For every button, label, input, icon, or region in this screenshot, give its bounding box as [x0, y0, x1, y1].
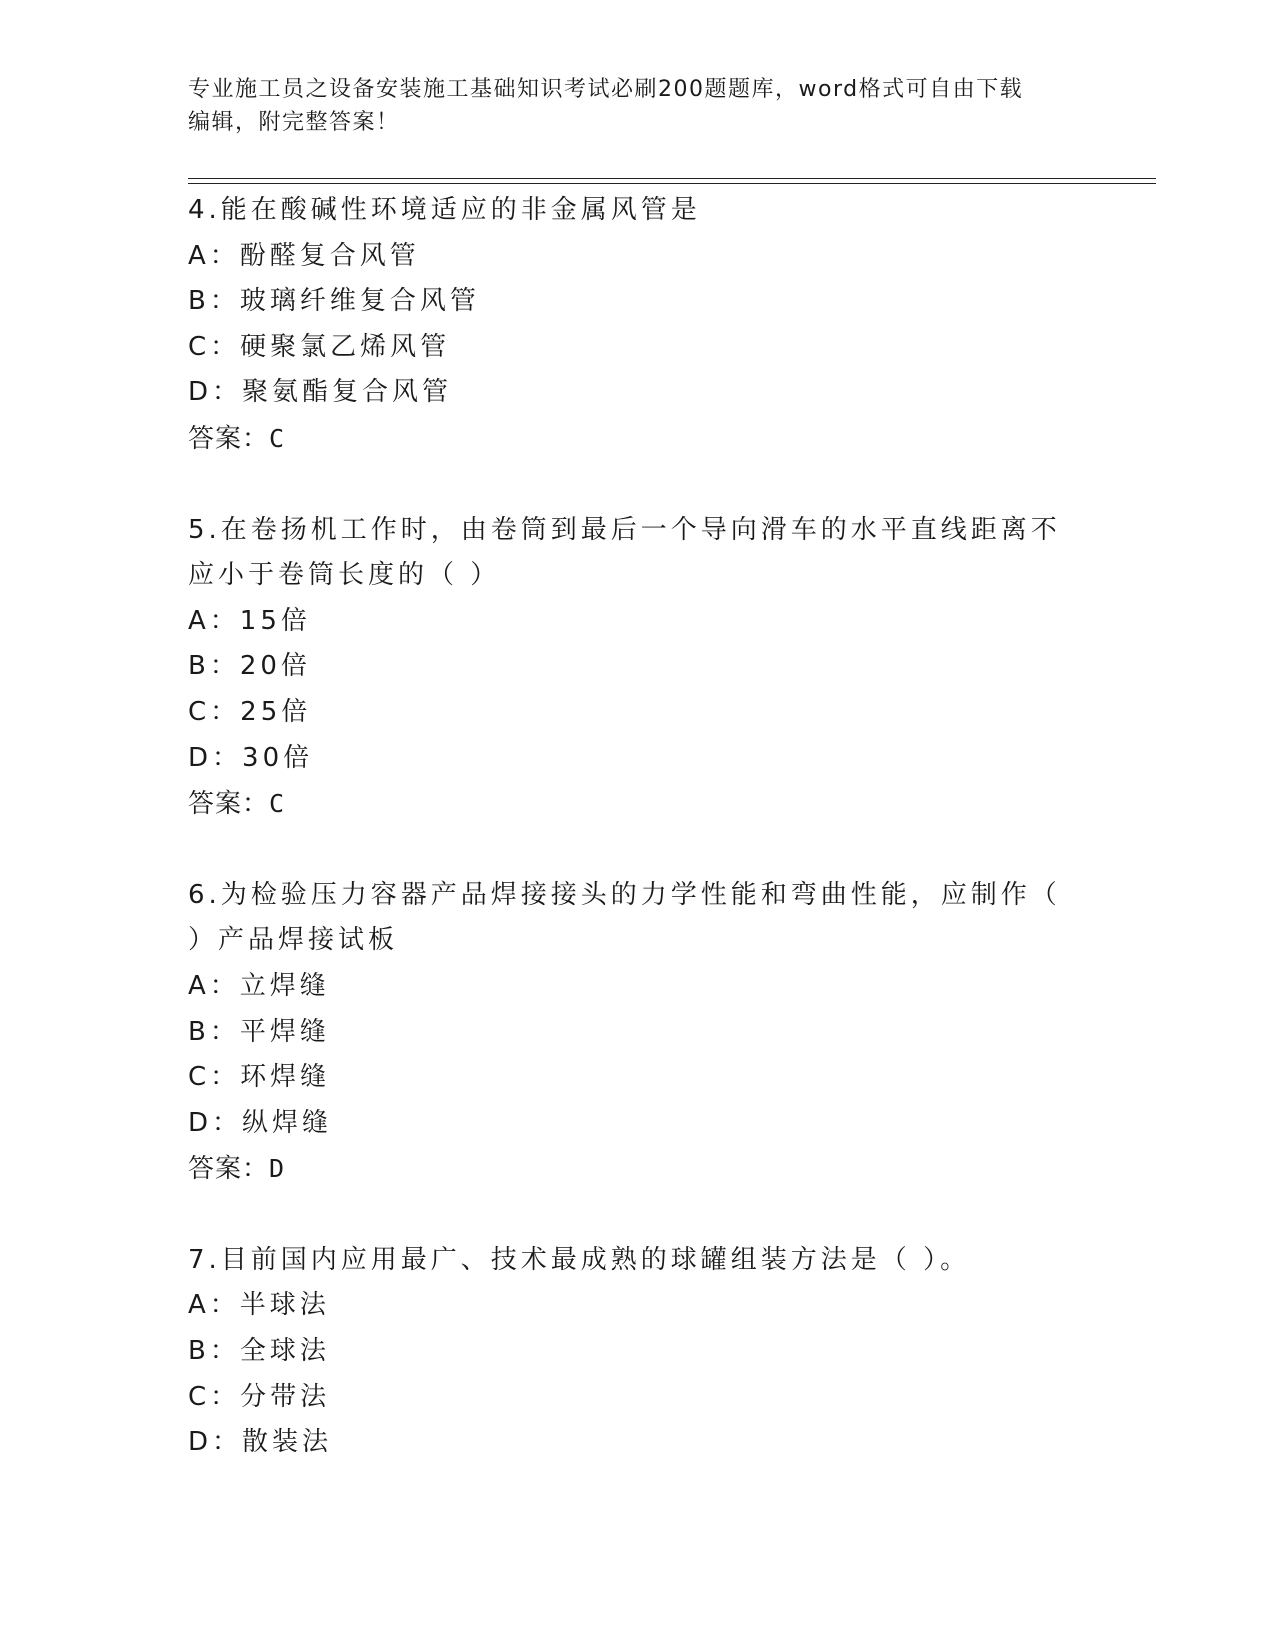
question-6 [188, 873, 1148, 1193]
question-stem: 4.能在酸碱性环境适应的非金属风管是 [188, 195, 701, 225]
answer-line [188, 781, 1148, 828]
answer-label: 答案： [188, 423, 270, 454]
question-stem: 5.在卷扬机工作时，由卷筒到最后一个导向滑车的水平直线距离不应小于卷筒长度的（ ） [188, 514, 1061, 591]
answer-line [188, 1146, 1148, 1193]
answer-value: C [269, 789, 286, 819]
question-list [188, 188, 1148, 1466]
question-4 [188, 188, 1148, 463]
header-line-2: 编辑，附完整答案！ [188, 110, 400, 135]
question-stem: 7.目前国内应用最广、技术最成熟的球罐组装方法是（ ）。 [188, 1244, 971, 1275]
answer-value: C [269, 423, 286, 453]
option-c: C：分带法 [188, 1381, 331, 1412]
document-header [188, 73, 1088, 139]
header-line-1: 专业施工员之设备安装施工基础知识考试必刷200题题库，word格式可自由下载 [188, 77, 1024, 102]
option-d: D：散装法 [188, 1427, 333, 1458]
option-d: D：30倍 [188, 742, 314, 773]
option-a: A：酚醛复合风管 [188, 240, 420, 271]
option-b: B：20倍 [188, 651, 311, 682]
answer-value: D [269, 1154, 286, 1184]
option-c: C：环焊缝 [188, 1062, 331, 1093]
option-c: C：25倍 [188, 696, 312, 727]
header-divider-bottom [188, 183, 1156, 184]
option-a: A：15倍 [188, 605, 311, 636]
option-b: B：平焊缝 [188, 1016, 330, 1047]
option-d: D：纵焊缝 [188, 1107, 333, 1138]
question-5 [188, 508, 1148, 828]
option-a: A：立焊缝 [188, 970, 330, 1001]
option-b: B：玻璃纤维复合风管 [188, 286, 480, 317]
option-d: D：聚氨酯复合风管 [188, 377, 453, 408]
question-stem: 6.为检验压力容器产品焊接接头的力学性能和弯曲性能，应制作（ ）产品焊接试板 [188, 879, 1074, 956]
header-divider-top [188, 178, 1156, 179]
option-b: B：全球法 [188, 1336, 330, 1367]
answer-label: 答案： [188, 1154, 270, 1185]
option-c: C：硬聚氯乙烯风管 [188, 331, 451, 362]
answer-line [188, 416, 1148, 463]
option-a: A：半球法 [188, 1290, 330, 1321]
answer-label: 答案： [188, 789, 270, 820]
question-7 [188, 1238, 1148, 1466]
